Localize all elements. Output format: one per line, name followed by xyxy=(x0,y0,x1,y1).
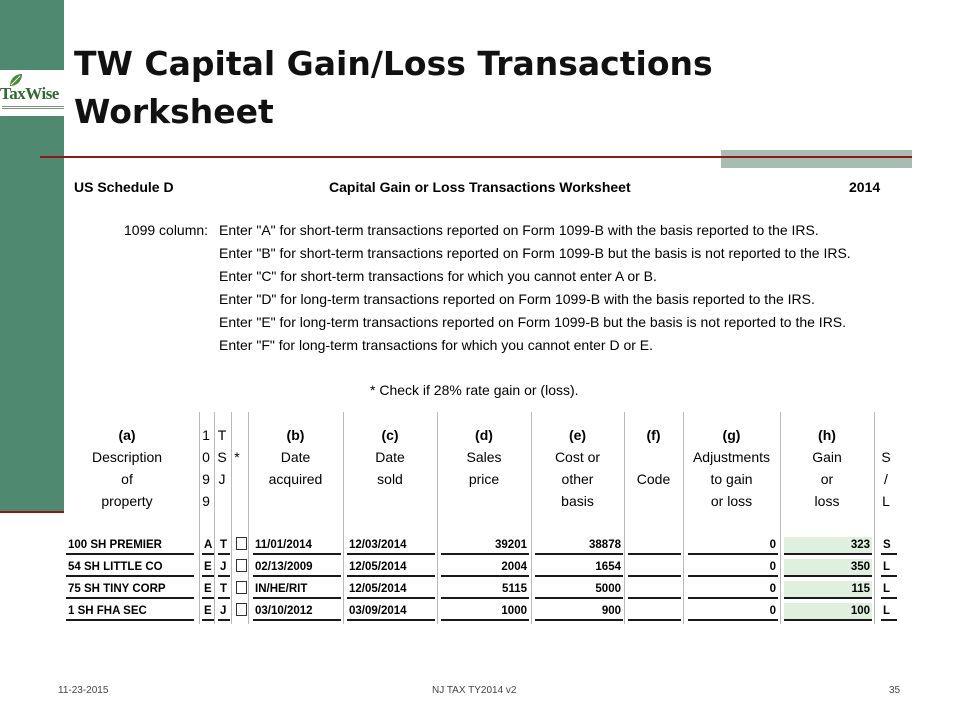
code-cell[interactable] xyxy=(628,537,681,555)
sales-price-cell[interactable]: 5115 xyxy=(441,581,529,599)
header-date-sold: (c) Date sold xyxy=(375,427,405,487)
tsj-cell[interactable]: J xyxy=(218,603,230,621)
rate-checkbox[interactable] xyxy=(236,559,247,572)
sales-price-cell[interactable]: 1000 xyxy=(441,603,529,621)
description-cell[interactable]: 54 SH LITTLE CO xyxy=(66,559,194,577)
worksheet-heading: Capital Gain or Loss Transactions Worksheet xyxy=(329,179,631,195)
footer-date: 11-23-2015 xyxy=(58,685,109,696)
instruction-f: Enter "F" for long-term transactions for which you cannot enter D or E. xyxy=(219,337,654,353)
header-description: (a) Description of property xyxy=(91,427,163,509)
cost-basis-cell[interactable]: 1654 xyxy=(535,559,623,577)
header-rate-check: * xyxy=(234,449,240,465)
tsj-cell[interactable]: T xyxy=(218,537,230,555)
description-cell[interactable]: 1 SH FHA SEC xyxy=(66,603,194,621)
short-long-cell: L xyxy=(881,603,897,621)
sales-price-cell[interactable]: 2004 xyxy=(441,559,529,577)
date-sold-cell[interactable]: 12/05/2014 xyxy=(347,581,435,599)
cost-basis-cell[interactable]: 38878 xyxy=(535,537,623,555)
short-long-cell: L xyxy=(881,581,897,599)
date-acquired-cell[interactable]: 11/01/2014 xyxy=(253,537,341,555)
rate-note: * Check if 28% rate gain or (loss). xyxy=(370,382,579,398)
date-sold-cell[interactable]: 12/03/2014 xyxy=(347,537,435,555)
code-cell[interactable] xyxy=(628,559,681,577)
column-divider xyxy=(231,412,232,624)
title-line-2: Worksheet xyxy=(74,92,274,131)
adjustment-cell[interactable]: 0 xyxy=(688,559,778,577)
tsj-cell[interactable]: T xyxy=(218,581,230,599)
gain-loss-cell: 100 xyxy=(784,603,872,621)
header-short-long: S / L xyxy=(881,449,891,509)
cost-basis-cell[interactable]: 900 xyxy=(535,603,623,621)
adjustment-cell[interactable]: 0 xyxy=(688,581,778,599)
cost-basis-cell[interactable]: 5000 xyxy=(535,581,623,599)
logo-text: TaxWise xyxy=(0,84,59,103)
gain-loss-cell: 323 xyxy=(784,537,872,555)
form-code-cell[interactable]: A xyxy=(202,537,214,555)
short-long-cell: L xyxy=(881,559,897,577)
header-adjustments: (g) Adjustments to gain or loss xyxy=(692,427,771,509)
header-gain-loss: (h) Gain or loss xyxy=(812,427,842,509)
instruction-d: Enter "D" for long-term transactions reported on Form 1099-B with the basis reported to the IRS. xyxy=(219,291,815,307)
form-code-cell[interactable]: E xyxy=(202,603,214,621)
title-line-1: TW Capital Gain/Loss Transactions xyxy=(74,44,713,83)
sales-price-cell[interactable]: 39201 xyxy=(441,537,529,555)
instruction-a: Enter "A" for short-term transactions reported on Form 1099-B with the basis reported to the IRS. xyxy=(219,222,819,238)
adjustment-cell[interactable]: 0 xyxy=(688,603,778,621)
code-cell[interactable] xyxy=(628,581,681,599)
tsj-cell[interactable]: J xyxy=(218,559,230,577)
tax-year: 2014 xyxy=(849,179,881,195)
header-code: (f) Code xyxy=(636,427,671,487)
header-sales-price: (d) Sales price xyxy=(466,427,502,487)
date-sold-cell[interactable]: 03/09/2014 xyxy=(347,603,435,621)
form-code-cell[interactable]: E xyxy=(202,581,214,599)
instruction-e: Enter "E" for long-term transactions reported on Form 1099-B but the basis is not reported to the IRS. xyxy=(219,314,847,330)
date-acquired-cell[interactable]: IN/HE/RIT xyxy=(253,581,341,599)
instruction-b: Enter "B" for short-term transactions reported on Form 1099-B but the basis is not reported to the IRS. xyxy=(219,245,851,261)
header-tsj: T S J xyxy=(217,427,227,487)
rate-checkbox[interactable] xyxy=(236,603,247,616)
column-label: 1099 column: xyxy=(124,222,209,238)
rate-checkbox[interactable] xyxy=(236,581,247,594)
column-divider xyxy=(874,412,875,624)
short-long-cell: S xyxy=(881,537,897,555)
instruction-c: Enter "C" for short-term transactions for which you cannot enter A or B. xyxy=(219,268,657,284)
footer-title: NJ TAX TY2014 v2 xyxy=(432,685,517,696)
header-cost-basis: (e) Cost or other basis xyxy=(554,427,601,509)
description-cell[interactable]: 75 SH TINY CORP xyxy=(66,581,194,599)
adjustment-cell[interactable]: 0 xyxy=(688,537,778,555)
code-cell[interactable] xyxy=(628,603,681,621)
gain-loss-cell: 115 xyxy=(784,581,872,599)
rate-checkbox[interactable] xyxy=(236,537,247,550)
page-number: 35 xyxy=(889,685,901,696)
schedule-label: US Schedule D xyxy=(74,179,174,195)
description-cell[interactable]: 100 SH PREMIER xyxy=(66,537,194,555)
gain-loss-cell: 350 xyxy=(784,559,872,577)
date-acquired-cell[interactable]: 02/13/2009 xyxy=(253,559,341,577)
date-acquired-cell[interactable]: 03/10/2012 xyxy=(253,603,341,621)
form-code-cell[interactable]: E xyxy=(202,559,214,577)
date-sold-cell[interactable]: 12/05/2014 xyxy=(347,559,435,577)
header-form-1099: 1 0 9 9 xyxy=(202,427,210,509)
header-date-acquired: (b) Date acquired xyxy=(268,427,323,487)
